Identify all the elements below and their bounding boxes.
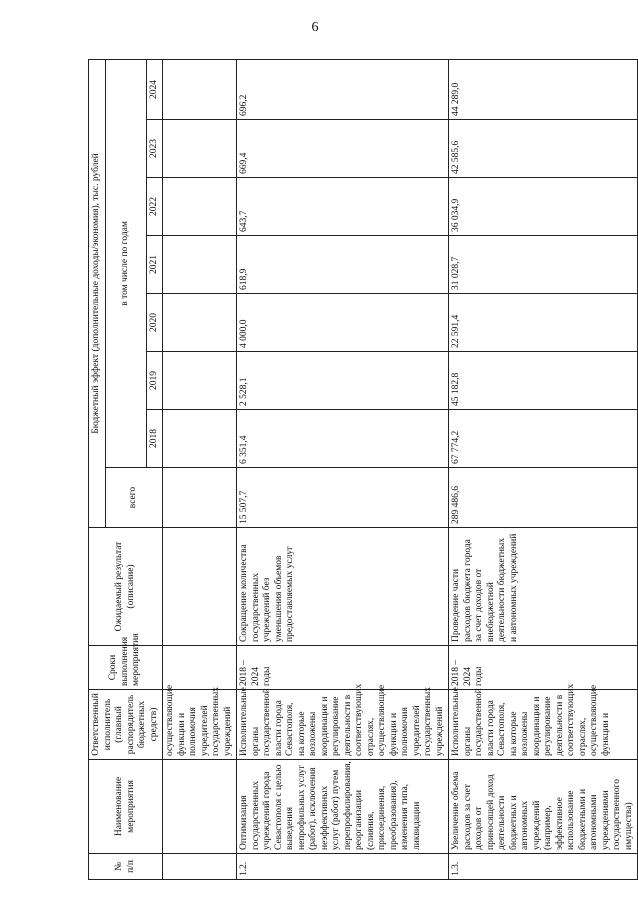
- cell-value: 643,7: [237, 178, 449, 236]
- header-year: 2020: [146, 294, 163, 352]
- header-year: 2024: [146, 59, 163, 119]
- cell-responsible: Исполнительные органы государственной власти города Севастополя, на которые возложены координация и регулирование деятельности в соответствующих отраслях, осуществляющие функции и полномочия учредителей государственных учреждений: [237, 690, 449, 760]
- table-row-continuation: [163, 59, 237, 879]
- cell-value: 696,2: [237, 59, 449, 119]
- header-total: всего: [105, 468, 163, 528]
- budget-effect-table: [88, 59, 638, 880]
- cell-name: Увеличение объема расходов за счет доходов от приносящей доход деятельности бюджетных и автономных учреждений (например, эффективное использование бюджетными и автономными учреждениями государственного имущества): [449, 760, 638, 854]
- cell-value: 669,4: [237, 120, 449, 178]
- cell-terms: 2018 – 2024 годы: [237, 646, 449, 690]
- cell-num: 1.2.: [237, 854, 449, 880]
- cell-value: 6 351,4: [237, 410, 449, 468]
- cell-total: 289 486,6: [449, 468, 638, 528]
- header-effect: Бюджетный эффект (дополнительные доходы/экономия), тыс. рублей: [89, 59, 106, 527]
- header-terms: Сроки выполнения мероприятия: [89, 646, 163, 690]
- table-row: [237, 59, 449, 879]
- header-result: Ожидаемый результат (описание): [89, 528, 163, 646]
- cell-name: Оптимизация государственных учреждений города Севастополя с целью выведения непрофильных услуг (работ), исключения неэффективных услуг (работ) путем перепрофилирования, реорганизации (слияния, присоединения, преобразования), изменения типа, ликвидации: [237, 760, 449, 854]
- header-name: Наименование мероприятия: [89, 760, 163, 854]
- cell-responsible: Исполнительные органы государственной власти города Севастополя, на которые возложены координация и регулирование деятельности в соответствующих отраслях, осуществляющие функции и: [449, 690, 638, 760]
- cell-responsible: осуществляющие функции и полномочия учредителей государственных учреждений: [163, 690, 237, 760]
- cell-result: Проведение части расходов бюджета города за счет доходов от внебюджетной деятельности бюджетных и автономных учреждений: [449, 528, 638, 646]
- header-row-1: [89, 59, 106, 879]
- header-year: 2019: [146, 352, 163, 410]
- header-by-years: в том числе по годам: [105, 59, 146, 467]
- rotated-table-container: [88, 60, 634, 880]
- cell-value: 44 289,0: [449, 59, 638, 119]
- cell-value: 36 034,9: [449, 178, 638, 236]
- cell-num: 1.3.: [449, 854, 638, 880]
- header-year: 2021: [146, 236, 163, 294]
- header-responsible: Ответственный исполнитель (главный распорядитель бюджетных средств): [89, 690, 163, 760]
- cell-value: 2 528,1: [237, 352, 449, 410]
- page-number: 6: [311, 20, 319, 35]
- cell-terms: 2018 – 2024 годы: [449, 646, 638, 690]
- cell-value: 67 774,2: [449, 410, 638, 468]
- cell-value: 618,9: [237, 236, 449, 294]
- header-year: 2023: [146, 120, 163, 178]
- cell-result: Сокращение количества государственных учреждений без уменьшения объемов предоставляемых услуг: [237, 528, 449, 646]
- header-num: № п/п: [89, 854, 163, 880]
- cell-value: 42 585,6: [449, 120, 638, 178]
- cell-value: 31 028,7: [449, 236, 638, 294]
- cell-value: 22 591,4: [449, 294, 638, 352]
- cell-value: 45 182,8: [449, 352, 638, 410]
- header-year: 2018: [146, 410, 163, 468]
- header-year: 2022: [146, 178, 163, 236]
- table-row: [449, 59, 638, 879]
- cell-value: 4 000,0: [237, 294, 449, 352]
- cell-total: 15 507,7: [237, 468, 449, 528]
